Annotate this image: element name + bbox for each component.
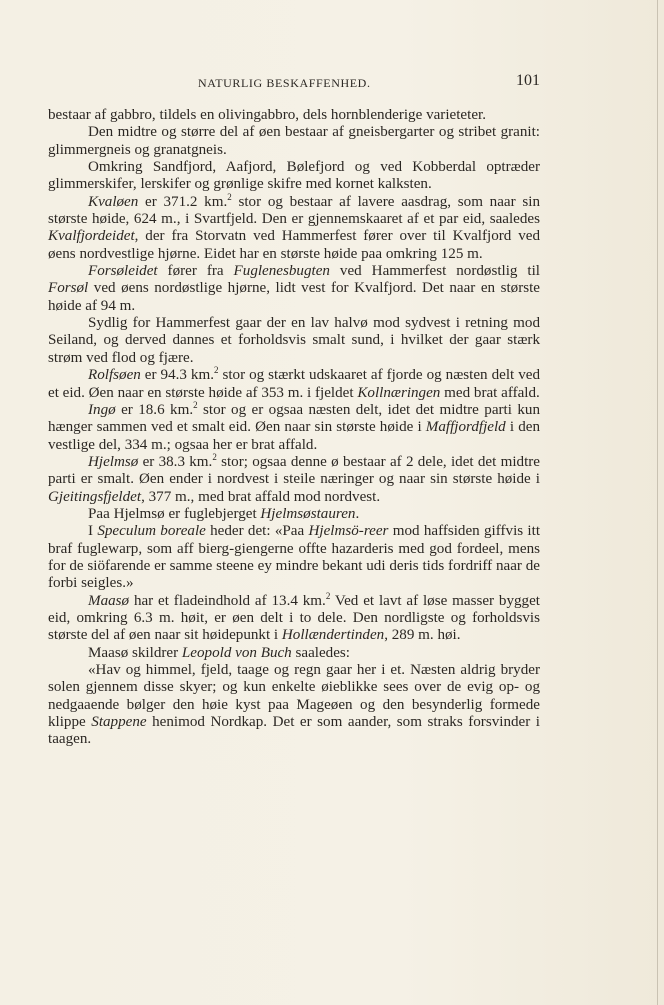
italic-term: Hjelmsö-reer <box>308 523 389 540</box>
running-title: NATURLIG BESKAFFENHED. <box>198 76 371 90</box>
page-number: 101 <box>516 72 540 89</box>
paragraph: Ingø er 18.6 km.$^2$ stor og er ogsaa næsten delt, idet det midtre parti kun hænger sammen ved et smalt eid. Øen naar sin største høide i Maffjordfjeld i den vestlige del, 334 m.; ogsaa her er brat affald. <box>48 399 540 453</box>
italic-term: Kvaløen <box>88 193 139 210</box>
italic-term: Hjelmsøstauren <box>260 505 356 522</box>
italic-term: Speculum boreale <box>97 523 206 540</box>
paragraph: bestaar af gabbro, tildels en olivingabbro, dels hornblenderige varieteter. <box>48 107 486 123</box>
italic-term: Kollnæringen <box>357 384 441 401</box>
italic-term: Maffjordfjeld <box>425 419 506 436</box>
italic-term: Kvalfjordeidet <box>48 228 135 245</box>
paragraph: Rolfsøen er 94.3 km.$^2$ stor og stærkt udskaaret af fjorde og næsten delt ved et eid. Øen naar en største høide af 353 m. i fjeldet Kollnæringen med brat affald. <box>48 365 540 401</box>
superscript: 2 <box>193 399 198 410</box>
paragraph: Sydlig for Hammerfest gaar der en lav halvø mod sydvest i retning mod Seiland, og derved dannes et forholdsvis smalt sund, i hvilket der gaar stærk strøm ved flod og fjære. <box>48 315 540 366</box>
running-header <box>48 74 540 94</box>
italic-term: Hollændertinden <box>281 627 385 644</box>
paragraph: Maasø har et fladeindhold af 13.4 km.$^2$ Ved et lavt af løse masser bygget eid, omkring 6.3 m. høit, er øen delt i to dele. Den nordligste og forholdsvis største del af øen naar sit høidepunkt i Hollændertinden, 289 m. høi. <box>48 590 540 644</box>
paragraph: «Hav og himmel, fjeld, taage og regn gaar her i et. Næsten aldrig bryder solen gjennem disse skyer; og kun enkelte øieblikke sees over de evig op- og nedgaaende bølger den høie kyst paa Mageøen og den besynderlig formede klippe Stappene henimod Nordkap. Det er som aander, som straks forsvinder i taagen. <box>48 662 540 748</box>
page-edge <box>657 0 658 1005</box>
italic-term: Hjelmsø <box>88 453 139 470</box>
superscript: 2 <box>212 451 217 462</box>
italic-term: Gjeitingsfjeldet <box>48 488 142 505</box>
italic-term: Forsøleidet <box>88 263 158 280</box>
paragraph: Hjelmsø er 38.3 km.$^2$ stor; ogsaa denne ø bestaar af 2 dele, idet det midtre parti er smalt. Øen ender i nordvest i steile næringer og naar sin største høide i Gjeitingsfjeldet, 377 m., med brat affald mod nordvest. <box>48 451 540 505</box>
paragraph: Omkring Sandfjord, Aafjord, Bølefjord og ved Kobberdal optræder glimmerskifer, lerskifer og grønlige skifre med kornet kalksten. <box>48 159 540 193</box>
italic-term: Leopold von Buch <box>181 644 292 661</box>
paragraph: Paa Hjelmsø er fuglebjerget Hjelmsøstauren. <box>88 505 360 522</box>
superscript: 2 <box>325 590 331 601</box>
italic-term: Maasø <box>88 592 130 609</box>
paragraph: Den midtre og større del af øen bestaar af gneisbergarter og stribet granit: glimmergneis og granatgneis. <box>48 124 540 158</box>
paragraph: I Speculum boreale heder det: «Paa Hjelmsö-reer mod haffsiden giffvis itt braf fuglewarp, som aff bierg-giengerne offte hazarderis med god fordeel, mens for de siöfarende er samme steene ey mindre bekant udi deris tids fordriff naar de forbi seigles.» <box>48 523 541 592</box>
italic-term: Rolfsøen <box>88 367 141 384</box>
superscript: 2 <box>213 365 219 376</box>
italic-term: Ingø <box>88 401 116 418</box>
italic-term: Fuglenesbugten <box>233 263 330 280</box>
superscript: 2 <box>227 191 232 202</box>
italic-term: Forsøl <box>48 280 89 297</box>
paragraph: Forsøleidet fører fra Fuglenesbugten ved Hammerfest nordøstlig til Forsøl ved øens nordøstlige hjørne, lidt vest for Kvalfjord. Det naar en største høide af 94 m. <box>48 263 540 314</box>
italic-term: Stappene <box>91 714 147 731</box>
body-text <box>48 107 540 749</box>
paragraph: Kvaløen er 371.2 km.$^2$ stor og bestaar af lavere aasdrag, som naar sin største høide, 624 m., i Svartfjeld. Den er gjennemskaaret af et par eid, saaledes Kvalfjordeidet, der fra Storvatn ved Hammerfest fører over til Kvalfjord ved øens nordvestlige hjørne. Eidet har en største høide paa omkring 125 m. <box>48 191 540 262</box>
paragraph: Maasø skildrer Leopold von Buch saaledes: <box>88 644 350 661</box>
